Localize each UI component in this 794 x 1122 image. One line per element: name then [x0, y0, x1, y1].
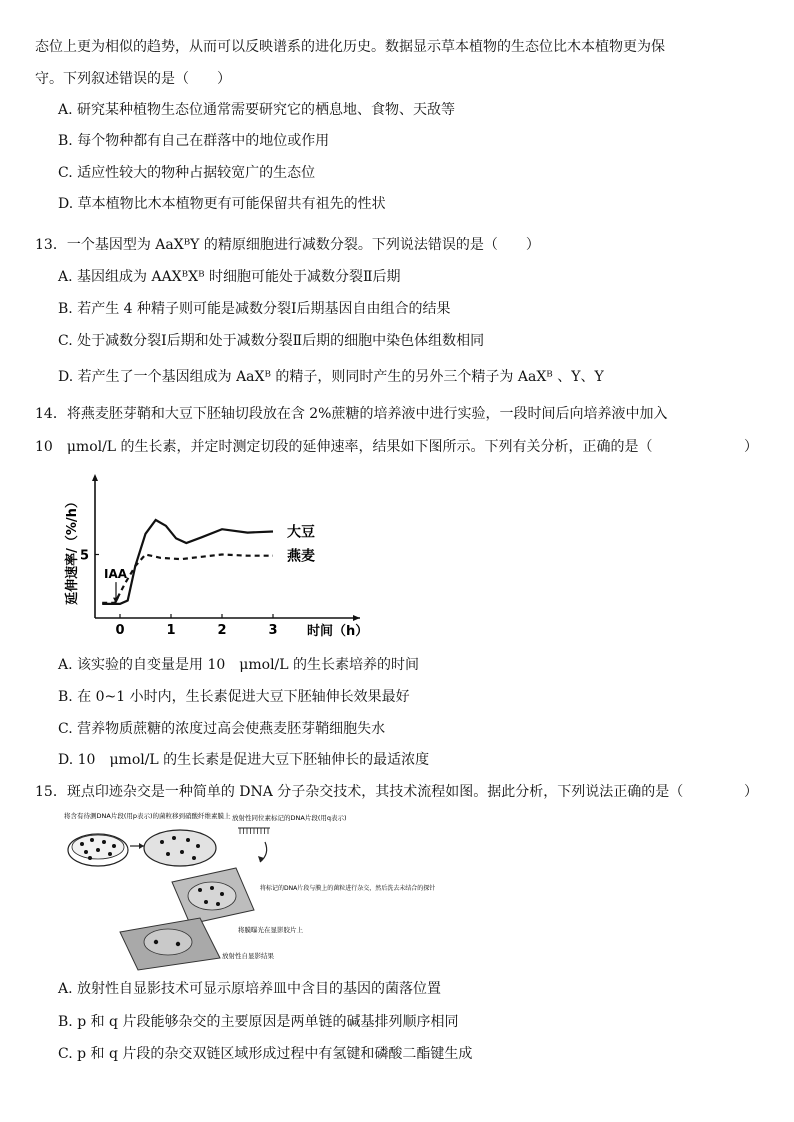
colony-dot: [88, 856, 92, 860]
series-line-soybean: [102, 520, 273, 604]
x-axis-arrow-icon: [353, 615, 360, 621]
x-tick-label: 2: [217, 623, 227, 638]
q12-stem-line-2: 守。下列叙述错误的是（ ）: [35, 71, 231, 87]
diagram-label-5: 放射性自显影结果: [222, 952, 274, 960]
hybrid-dot: [216, 902, 220, 906]
q14-option-a: A. 该实验的自变量是用 10 μmol/L 的生长素培养的时间: [58, 657, 420, 673]
membrane-dot: [172, 836, 176, 840]
autoradiograph-spot: [154, 940, 158, 944]
colony-dot: [90, 838, 94, 842]
q14-answer-paren: ）: [744, 439, 758, 455]
membrane-dot: [160, 840, 164, 844]
colony-dot: [80, 842, 84, 846]
membrane-dot: [180, 850, 184, 854]
q12-option-d: D. 草本植物比木本植物更有可能保留共有祖先的性状: [58, 196, 386, 212]
q14-option-c: C. 营养物质蔗糖的浓度过高会使燕麦胚芽鞘细胞失水: [58, 721, 386, 737]
y-tick-label: 5: [79, 548, 89, 564]
q15-option-a: A. 放射性自显影技术可显示原培养皿中含目的基因的菌落位置: [58, 981, 442, 997]
q13-stem: 13．一个基因型为 AaXᴮY 的精原细胞进行减数分裂。下列说法错误的是（ ）: [35, 237, 540, 253]
q12-option-b: B. 每个物种都有自己在群落中的地位或作用: [58, 133, 330, 149]
q14-option-d: D. 10 μmol/L 的生长素是促进大豆下胚轴伸长的最适浓度: [58, 752, 430, 768]
colony-dot: [108, 852, 112, 856]
q15-stem: 15．斑点印迹杂交是一种简单的 DNA 分子杂交技术，其技术流程如图。据此分析，下列说法正确的是（: [35, 784, 684, 800]
q13-option-a: A. 基因组成为 AAXᴮXᴮ 时细胞可能处于减数分裂Ⅱ后期: [58, 269, 401, 285]
membrane-dot: [196, 844, 200, 848]
colony-dot: [96, 848, 100, 852]
diagram-label-3: 将标记的DNA片段与膜上的菌粒进行杂交，然后洗去未结合的探针: [260, 885, 436, 892]
hybrid-dot: [204, 900, 208, 904]
y-axis-arrow-icon: [92, 474, 98, 481]
series-label: 大豆: [287, 524, 315, 541]
autoradiograph-spot: [176, 942, 180, 946]
x-tick-label: 1: [166, 623, 176, 638]
q15-answer-paren: ）: [744, 784, 758, 800]
diagram-label-4: 将膜曝光在显影胶片上: [238, 926, 303, 934]
q13-option-d: D. 若产生了一个基因组成为 AaXᴮ 的精子，则同时产生的另外三个精子为 AaXᴮ 、Y、Y: [58, 369, 604, 385]
hybrid-dot: [198, 888, 202, 892]
membrane-dot: [166, 852, 170, 856]
q13-option-c: C. 处于减数分裂Ⅰ后期和处于减数分裂Ⅱ后期的细胞中染色体组数相同: [58, 333, 485, 349]
series-label: 燕麦: [287, 548, 315, 565]
q15-option-c: C. p 和 q 片段的杂交双链区域形成过程中有氢键和磷酸二酯键生成: [58, 1046, 473, 1062]
membrane-dot: [192, 856, 196, 860]
x-tick-label: 0: [115, 623, 125, 638]
y-axis-label: 延伸速率/（%/h）: [65, 495, 80, 605]
membrane-round: [144, 830, 216, 866]
q12-stem-line: 态位上更为相似的趋势，从而可以反映谱系的进化历史。数据显示草本植物的生态位比木本植物更为保: [35, 39, 665, 55]
diagram-label-2: 放射性同位素标记的DNA片段(用q表示): [232, 814, 347, 822]
q14-option-b: B. 在 0~1 小时内，生长素促进大豆下胚轴伸长效果最好: [58, 689, 410, 705]
hybrid-dot: [220, 892, 224, 896]
growth-rate-chart: [60, 470, 380, 642]
q12-option-a: A. 研究某种植物生态位通常需要研究它的栖息地、食物、天敌等: [58, 102, 456, 118]
q13-option-b: B. 若产生 4 种精子则可能是减数分裂Ⅰ后期基因自由组合的结果: [58, 301, 451, 317]
x-axis-label: 时间（h）: [307, 624, 369, 639]
iaa-annotation: IAA: [104, 567, 128, 582]
colony-dot: [102, 840, 106, 844]
colony-dot: [84, 850, 88, 854]
membrane-dot: [186, 838, 190, 842]
q14-stem-line-2: 10 μmol/L 的生长素，并定时测定切段的延伸速率，结果如下图所示。下列有关分析，正确的是（: [35, 439, 653, 455]
x-tick-label: 3: [268, 623, 278, 638]
diagram-label-1: 将含有待测DNA片段(用p表示)的菌粒移到硝酸纤维素膜上: [64, 812, 231, 820]
q12-option-c: C. 适应性较大的物种占据较宽广的生态位: [58, 165, 316, 181]
dot-blot-diagram: [60, 808, 436, 968]
q14-stem: 14．将燕麦胚芽鞘和大豆下胚轴切段放在含 2%蔗糖的培养液中进行实验，一段时间后向培养液中加入: [35, 406, 668, 422]
q15-option-b: B. p 和 q 片段能够杂交的主要原因是两单链的碱基排列顺序相同: [58, 1014, 459, 1030]
hybrid-dot: [210, 886, 214, 890]
colony-dot: [112, 844, 116, 848]
